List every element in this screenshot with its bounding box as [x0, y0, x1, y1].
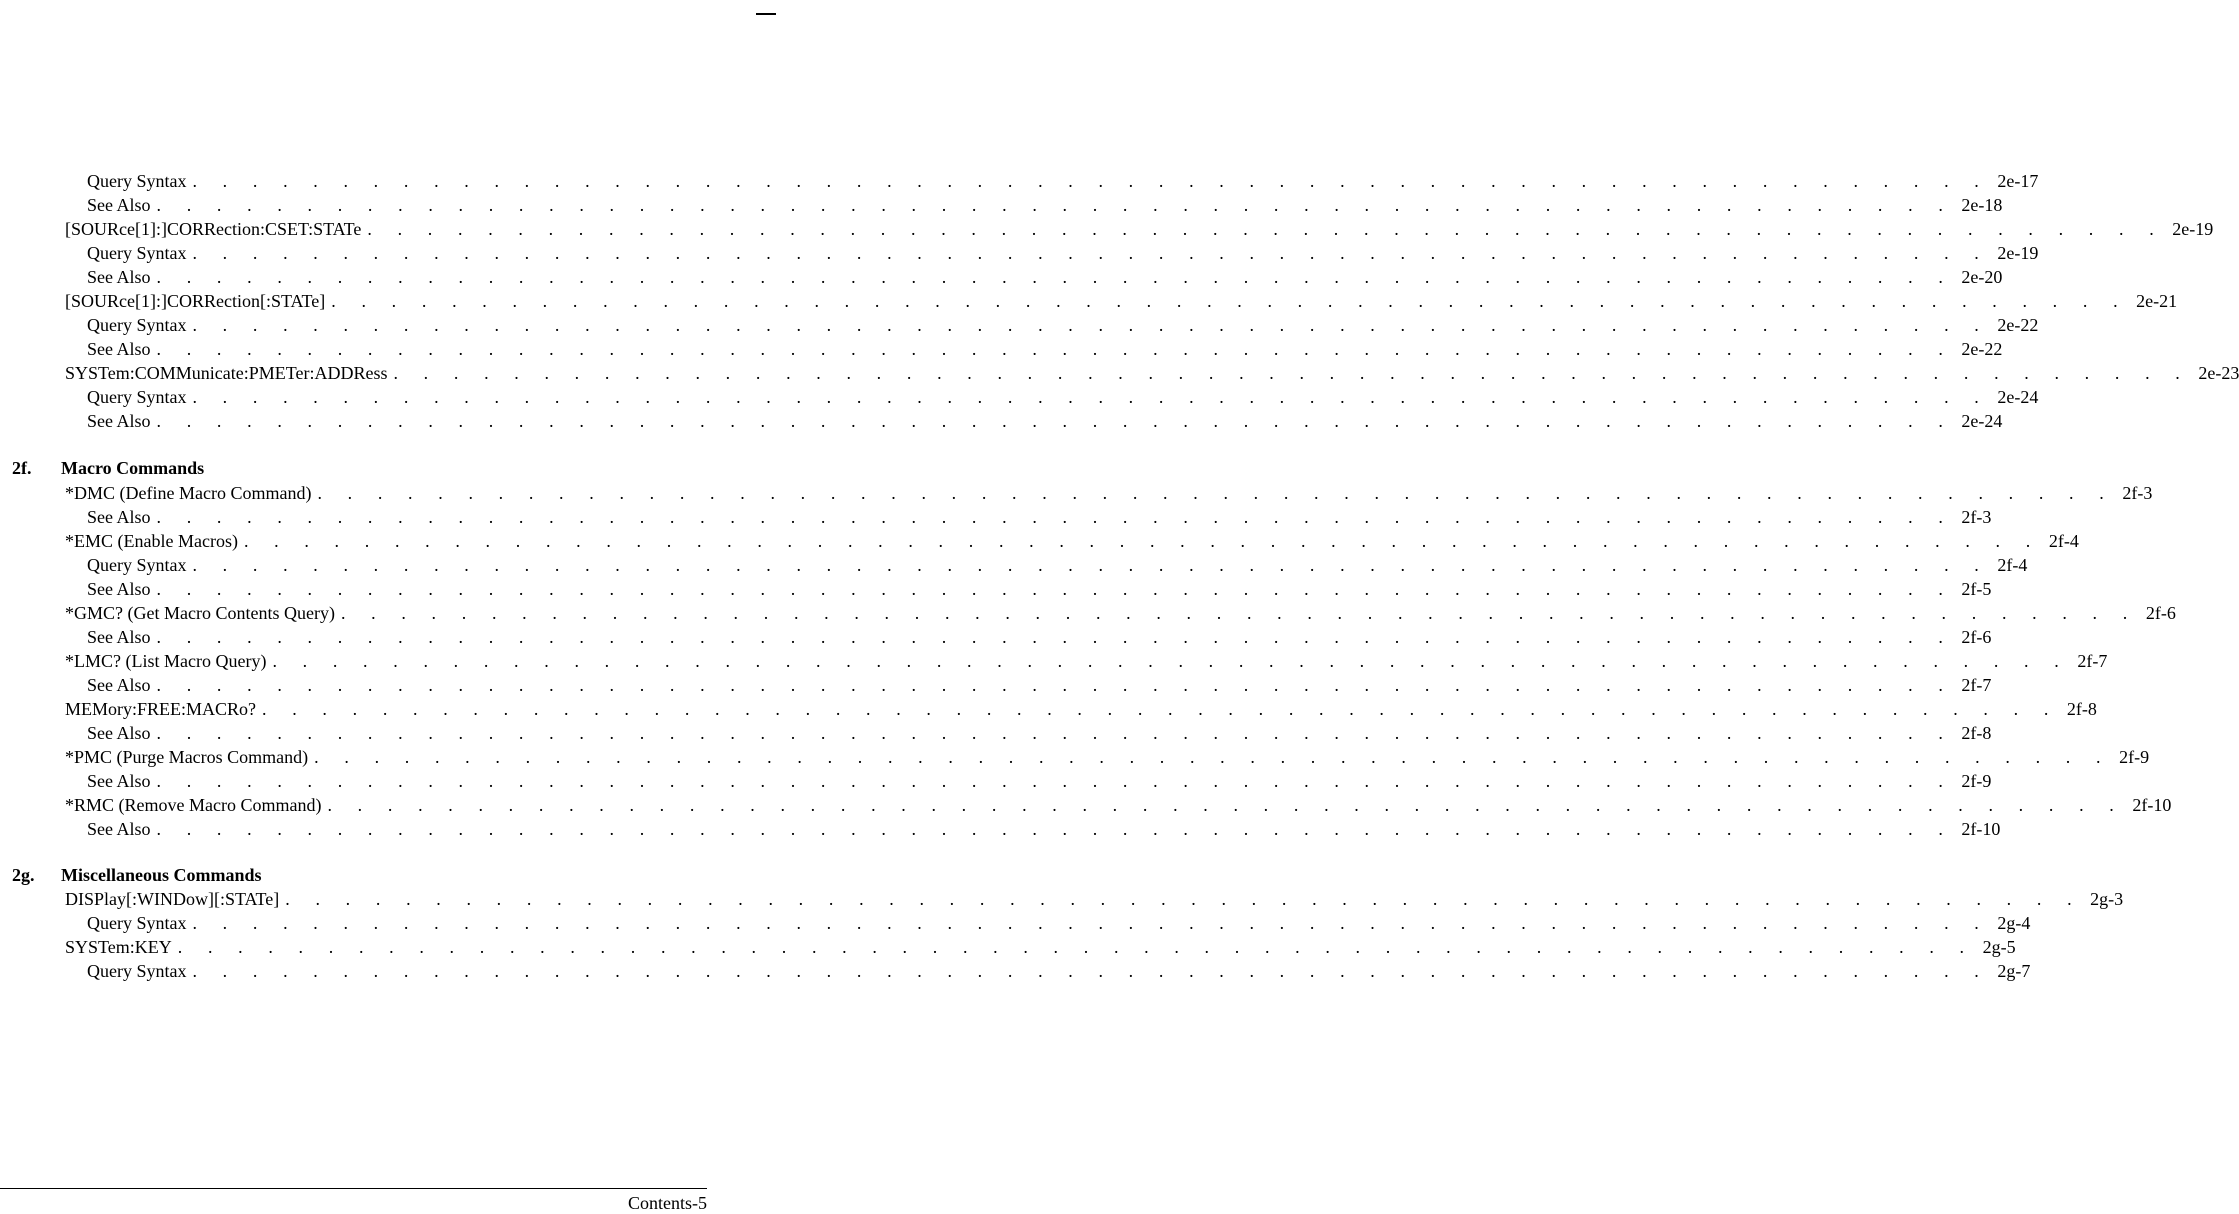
entry-page: 2f-4: [2048, 531, 2079, 551]
entry-label: [SOURce[1]:]CORRection:CSET:STATe: [65, 219, 362, 239]
entry-page: 2e-18: [1961, 195, 2003, 215]
entry-label: See Also: [87, 819, 151, 839]
toc-entry[interactable]: [87, 410, 2003, 432]
toc-entry[interactable]: [65, 362, 2239, 384]
entry-page: 2f-5: [1961, 579, 1992, 599]
section-heading-2g[interactable]: [12, 864, 262, 886]
entry-label: *DMC (Define Macro Command): [65, 483, 312, 503]
section-number: 2f.: [12, 458, 32, 478]
leader-dots: . . . . . . . . . . . . . . . . . . . . . . . . . . . . . . . . . . . . . . . . . . . . . . . . . . . . . . . . . . . .: [192, 961, 1990, 981]
entry-page: 2e-22: [1961, 339, 2003, 359]
entry-page: 2f-6: [2145, 603, 2176, 623]
entry-label: Query Syntax: [87, 387, 187, 407]
entry-page: 2f-7: [1961, 675, 1992, 695]
toc-entry[interactable]: [65, 794, 2172, 816]
toc-entry[interactable]: [65, 530, 2079, 552]
leader-dots: . . . . . . . . . . . . . . . . . . . . . . . . . . . . . . . . . . . . . . . . . . . . . . . . . . . . . . . . . . . .: [243, 531, 2041, 551]
leader-dots: . . . . . . . . . . . . . . . . . . . . . . . . . . . . . . . . . . . . . . . . . . . . . . . . . . . . . . . . . . . .: [156, 195, 1954, 215]
toc-entry[interactable]: [87, 770, 1992, 792]
leader-dots: . . . . . . . . . . . . . . . . . . . . . . . . . . . . . . . . . . . . . . . . . . . . . . . . . . . . . . . . . . . .: [327, 795, 2125, 815]
entry-label: Query Syntax: [87, 315, 187, 335]
toc-entry[interactable]: [87, 386, 2039, 408]
entry-label: *LMC? (List Macro Query): [65, 651, 267, 671]
leader-dots: . . . . . . . . . . . . . . . . . . . . . . . . . . . . . . . . . . . . . . . . . . . . . . . . . . . . . . . . . . . .: [156, 267, 1954, 287]
entry-page: 2f-8: [1961, 723, 1992, 743]
section-number: 2g.: [12, 865, 35, 885]
toc-entry[interactable]: [87, 170, 2039, 192]
toc-entry[interactable]: [65, 218, 2214, 240]
corner-mark: [756, 13, 776, 15]
entry-page: 2f-3: [1961, 507, 1992, 527]
leader-dots: . . . . . . . . . . . . . . . . . . . . . . . . . . . . . . . . . . . . . . . . . . . . . . . . . . . . . . . . . . . .: [156, 675, 1954, 695]
entry-label: [SOURce[1]:]CORRection[:STATe]: [65, 291, 326, 311]
toc-entry[interactable]: [87, 722, 1992, 744]
entry-page: 2e-23: [2198, 363, 2239, 383]
leader-dots: . . . . . . . . . . . . . . . . . . . . . . . . . . . . . . . . . . . . . . . . . . . . . . . . . . . . . . . . . . . .: [156, 627, 1954, 647]
toc-entry[interactable]: [87, 674, 1992, 696]
leader-dots: . . . . . . . . . . . . . . . . . . . . . . . . . . . . . . . . . . . . . . . . . . . . . . . . . . . . . . . . . . . .: [272, 651, 2070, 671]
leader-dots: . . . . . . . . . . . . . . . . . . . . . . . . . . . . . . . . . . . . . . . . . . . . . . . . . . . . . . . . . . . .: [156, 723, 1954, 743]
section-heading-2f[interactable]: [12, 457, 204, 479]
toc-entry[interactable]: [87, 314, 2039, 336]
entry-label: See Also: [87, 411, 151, 431]
toc-entry[interactable]: [87, 242, 2039, 264]
leader-dots: . . . . . . . . . . . . . . . . . . . . . . . . . . . . . . . . . . . . . . . . . . . . . . . . . . . . . . . . . . . .: [177, 937, 1975, 957]
leader-dots: . . . . . . . . . . . . . . . . . . . . . . . . . . . . . . . . . . . . . . . . . . . . . . . . . . . . . . . . . . . .: [331, 291, 2129, 311]
entry-label: Query Syntax: [87, 961, 187, 981]
toc-entry[interactable]: [87, 960, 2031, 982]
leader-dots: . . . . . . . . . . . . . . . . . . . . . . . . . . . . . . . . . . . . . . . . . . . . . . . . . . . . . . . . . . . .: [156, 411, 1954, 431]
entry-page: 2g-4: [1997, 913, 2031, 933]
leader-dots: . . . . . . . . . . . . . . . . . . . . . . . . . . . . . . . . . . . . . . . . . . . . . . . . . . . . . . . . . . . .: [192, 171, 1990, 191]
leader-dots: . . . . . . . . . . . . . . . . . . . . . . . . . . . . . . . . . . . . . . . . . . . . . . . . . . . . . . . . . . . .: [156, 507, 1954, 527]
entry-page: 2f-7: [2077, 651, 2108, 671]
entry-page: 2e-19: [2172, 219, 2214, 239]
entry-page: 2e-22: [1997, 315, 2039, 335]
entry-label: *PMC (Purge Macros Command): [65, 747, 309, 767]
entry-label: See Also: [87, 195, 151, 215]
leader-dots: . . . . . . . . . . . . . . . . . . . . . . . . . . . . . . . . . . . . . . . . . . . . . . . . . . . . . . . . . . . .: [192, 315, 1990, 335]
entry-label: MEMory:FREE:MACRo?: [65, 699, 257, 719]
entry-label: SYSTem:KEY: [65, 937, 172, 957]
entry-page: 2e-21: [2136, 291, 2178, 311]
toc-entry[interactable]: [87, 912, 2031, 934]
toc-entry[interactable]: [65, 888, 2124, 910]
entry-page: 2f-10: [2132, 795, 2172, 815]
entry-page: 2f-3: [2122, 483, 2153, 503]
leader-dots: . . . . . . . . . . . . . . . . . . . . . . . . . . . . . . . . . . . . . . . . . . . . . . . . . . . . . . . . . . . .: [340, 603, 2138, 623]
entry-page: 2f-9: [2119, 747, 2150, 767]
toc-entry[interactable]: [87, 626, 1992, 648]
leader-dots: . . . . . . . . . . . . . . . . . . . . . . . . . . . . . . . . . . . . . . . . . . . . . . . . . . . . . . . . . . . .: [393, 363, 2191, 383]
entry-page: 2e-17: [1997, 171, 2039, 191]
section-title: Miscellaneous Commands: [61, 865, 262, 885]
entry-label: *RMC (Remove Macro Command): [65, 795, 322, 815]
entry-label: See Also: [87, 723, 151, 743]
entry-page: 2f-4: [1997, 555, 2028, 575]
leader-dots: . . . . . . . . . . . . . . . . . . . . . . . . . . . . . . . . . . . . . . . . . . . . . . . . . . . . . . . . . . . .: [314, 747, 2112, 767]
toc-entry[interactable]: [65, 482, 2153, 504]
leader-dots: . . . . . . . . . . . . . . . . . . . . . . . . . . . . . . . . . . . . . . . . . . . . . . . . . . . . . . . . . . . .: [156, 819, 1954, 839]
leader-dots: . . . . . . . . . . . . . . . . . . . . . . . . . . . . . . . . . . . . . . . . . . . . . . . . . . . . . . . . . . . .: [192, 243, 1990, 263]
entry-page: 2f-10: [1961, 819, 2001, 839]
leader-dots: . . . . . . . . . . . . . . . . . . . . . . . . . . . . . . . . . . . . . . . . . . . . . . . . . . . . . . . . . . . .: [192, 387, 1990, 407]
footer-page-label: Contents-5: [628, 1193, 707, 1213]
leader-dots: . . . . . . . . . . . . . . . . . . . . . . . . . . . . . . . . . . . . . . . . . . . . . . . . . . . . . . . . . . . .: [192, 555, 1990, 575]
toc-entry[interactable]: [65, 746, 2150, 768]
entry-page: 2e-24: [1997, 387, 2039, 407]
entry-label: Query Syntax: [87, 171, 187, 191]
toc-entry[interactable]: [87, 818, 2001, 840]
leader-dots: . . . . . . . . . . . . . . . . . . . . . . . . . . . . . . . . . . . . . . . . . . . . . . . . . . . . . . . . . . . .: [367, 219, 2165, 239]
entry-label: *GMC? (Get Macro Contents Query): [65, 603, 335, 623]
toc-entry[interactable]: [87, 554, 2028, 576]
entry-page: 2e-20: [1961, 267, 2003, 287]
toc-entry[interactable]: [65, 936, 2016, 958]
entry-label: Query Syntax: [87, 243, 187, 263]
entry-label: Query Syntax: [87, 555, 187, 575]
toc-entry[interactable]: [65, 290, 2178, 312]
entry-label: DISPlay[:WINDow][:STATe]: [65, 889, 280, 909]
toc-entry[interactable]: [87, 194, 2003, 216]
toc-entry[interactable]: [87, 338, 2003, 360]
entry-label: SYSTem:COMMunicate:PMETer:ADDRess: [65, 363, 388, 383]
entry-page: 2f-6: [1961, 627, 1992, 647]
entry-label: See Also: [87, 579, 151, 599]
entry-label: See Also: [87, 339, 151, 359]
entry-label: See Also: [87, 627, 151, 647]
leader-dots: . . . . . . . . . . . . . . . . . . . . . . . . . . . . . . . . . . . . . . . . . . . . . . . . . . . . . . . . . . . .: [156, 339, 1954, 359]
toc-entry[interactable]: [87, 578, 1992, 600]
entry-page: 2g-3: [2090, 889, 2124, 909]
leader-dots: . . . . . . . . . . . . . . . . . . . . . . . . . . . . . . . . . . . . . . . . . . . . . . . . . . . . . . . . . . . .: [192, 913, 1990, 933]
leader-dots: . . . . . . . . . . . . . . . . . . . . . . . . . . . . . . . . . . . . . . . . . . . . . . . . . . . . . . . . . . . .: [156, 579, 1954, 599]
entry-label: *EMC (Enable Macros): [65, 531, 238, 551]
entry-label: See Also: [87, 675, 151, 695]
footer-rule: [0, 1188, 707, 1189]
toc-entry[interactable]: [65, 698, 2097, 720]
entry-page: 2e-19: [1997, 243, 2039, 263]
entry-page: 2f-8: [2066, 699, 2097, 719]
leader-dots: . . . . . . . . . . . . . . . . . . . . . . . . . . . . . . . . . . . . . . . . . . . . . . . . . . . . . . . . . . . .: [262, 699, 2059, 719]
entry-label: See Also: [87, 771, 151, 791]
leader-dots: . . . . . . . . . . . . . . . . . . . . . . . . . . . . . . . . . . . . . . . . . . . . . . . . . . . . . . . . . . . .: [285, 889, 2083, 909]
entry-page: 2g-7: [1997, 961, 2031, 981]
leader-dots: . . . . . . . . . . . . . . . . . . . . . . . . . . . . . . . . . . . . . . . . . . . . . . . . . . . . . . . . . . . .: [317, 483, 2115, 503]
toc-entry[interactable]: [87, 266, 2003, 288]
entry-label: Query Syntax: [87, 913, 187, 933]
entry-label: See Also: [87, 507, 151, 527]
entry-page: 2e-24: [1961, 411, 2003, 431]
leader-dots: . . . . . . . . . . . . . . . . . . . . . . . . . . . . . . . . . . . . . . . . . . . . . . . . . . . . . . . . . . . .: [156, 771, 1954, 791]
toc-entry[interactable]: [65, 650, 2108, 672]
entry-page: 2g-5: [1982, 937, 2016, 957]
entry-page: 2f-9: [1961, 771, 1992, 791]
toc-entry[interactable]: [65, 602, 2176, 624]
section-title: Macro Commands: [61, 458, 205, 478]
toc-entry[interactable]: [87, 506, 1992, 528]
entry-label: See Also: [87, 267, 151, 287]
